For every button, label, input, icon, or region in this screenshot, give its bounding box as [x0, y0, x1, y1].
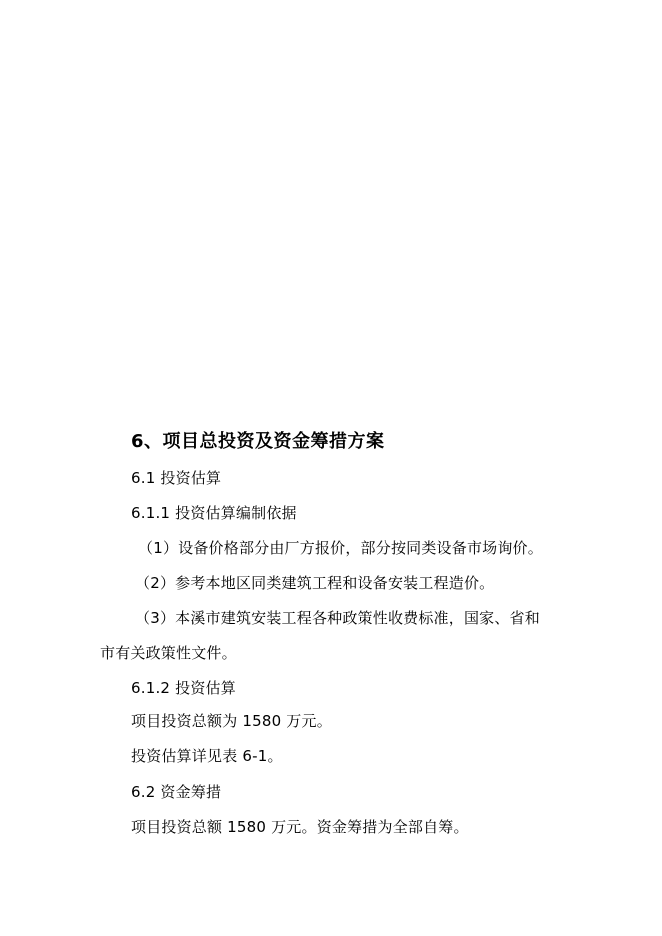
subsection-title-6-1: 6.1 投资估算: [131, 469, 222, 487]
subsection-title-6-1-1: 6.1.1 投资估算编制依据: [131, 504, 297, 522]
subsection-title-6-1-2: 6.1.2 投资估算: [131, 679, 236, 697]
paragraph-item-1: （1）设备价格部分由厂方报价，部分按同类设备市场询价。: [138, 539, 543, 557]
paragraph-item-2: （2）参考本地区同类建筑工程和设备安装工程造价。: [135, 574, 495, 592]
paragraph-total-investment: 项目投资总额为 1580 万元。: [131, 712, 332, 730]
paragraph-item-3: （3）本溪市建筑安装工程各种政策性收费标准，国家、省和: [135, 609, 540, 627]
section-heading: 6、项目总投资及资金筹措方案: [131, 431, 385, 452]
paragraph-table-reference: 投资估算详见表 6-1。: [131, 747, 283, 765]
paragraph-item-3-continued: 市有关政策性文件。: [100, 644, 237, 662]
paragraph-funding: 项目投资总额 1580 万元。资金筹措为全部自筹。: [131, 818, 469, 836]
subsection-title-6-2: 6.2 资金筹措: [131, 783, 222, 801]
